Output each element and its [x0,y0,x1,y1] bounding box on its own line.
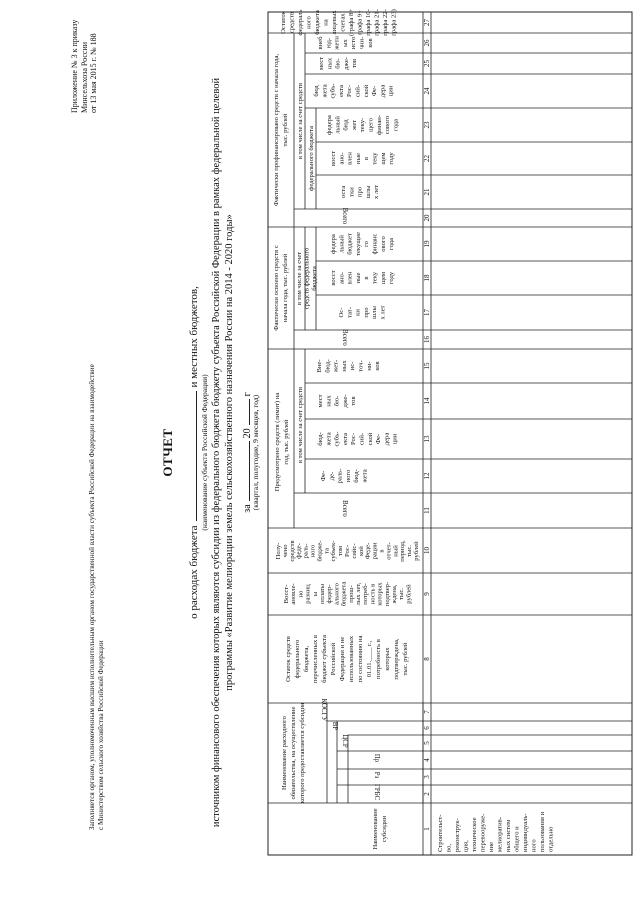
col-restored-header: оплаты [319,583,326,605]
sub-regional-header: дера [383,432,391,446]
column-number: 3 [423,775,431,779]
col-balance-header: федерального [294,639,301,679]
sub-federal-header: Фе- [320,470,327,482]
sub-regional2-header: субъ- [329,83,337,99]
col-balance-header: использованных [348,635,355,683]
sub-balance-prev2-header: х лет [373,184,381,200]
sub-regional-header: бюд- [317,432,324,446]
col-balance-header: Федерации и не [339,636,346,682]
sub-balance-prev2-header: шлы [364,185,372,199]
code-header: ЦСР [341,734,348,748]
col-received-header: кой [357,546,365,556]
sub-regional2-header: ской [362,84,370,98]
col-restored-header: разниц [304,584,312,604]
col-received-header: феде- [295,543,303,559]
financed-group-header: Фактически профинансировано средств с начала года, [273,53,280,207]
total-header: Всего [341,500,348,517]
col-received-header: сийс- [350,543,358,559]
column-number: 27 [423,19,431,26]
col-expense-name-header: которого предоставляется субсидия [299,702,306,804]
column-number: 8 [423,657,431,661]
row-subsidy-name: ных систем [505,819,512,852]
col-received-header: рации [371,542,379,560]
row-subsidy-name: техническое [471,817,478,852]
sub-extra2-header: чни- [358,36,366,50]
col-subsidy-name-header: Наименование [372,808,379,850]
sub-regional2-header: Фе- [371,85,379,97]
col-received-header: тыс. [406,545,414,557]
row-subsidy-name: мелиоратив- [496,817,504,852]
col-subsidy-name-header: субсидии [381,815,388,843]
sub-extra2-header: юд- [325,37,333,49]
sub-regional2-header: ции [387,85,395,97]
col-restored-header: бюджета [340,581,348,607]
sub-restored-header: ные [354,272,362,284]
col-balance-header: по состоянию на [357,635,364,683]
col-restored-header: потреб- [362,583,370,605]
sub-current-header: льный [338,235,346,253]
col27-header: лицевых [331,10,338,35]
report-line3: источником финансового обеспечения которых являются субсидии из федерального бюджета бюджету субъекта Российской Федерации в рамках федеральной целевой [211,77,222,828]
sub-regional-header: Рос- [350,432,358,446]
sub-current2-header: сового [384,115,392,135]
sub-extrabudget-header: бюд- [324,359,332,373]
sub-local2-header: ных [326,57,334,70]
sub-restored2-header: восст [330,150,337,167]
col-received-header: Феде- [364,542,372,560]
sub-federal-header: де- [328,471,336,481]
sub-restored-header: восст [330,270,337,286]
sub-restored2-header: влен [346,152,354,165]
sub-regional-header: субъ- [333,431,341,447]
sub-current2-header: щего [367,118,375,132]
row-subsidy-name: ние [488,842,495,852]
sub-extra2-header: ков [366,38,374,48]
col-received-header: отчет- [385,542,393,560]
col-balance-header: тыс. рублей [402,642,409,676]
sub-current2-header: льный [334,116,342,134]
col27-header: графа 10- [365,9,372,36]
sub-regional-header: сий- [358,432,366,446]
sub-local-header: ных [325,395,333,407]
sub-current2-header: бюд [342,119,350,131]
col-expense-name-header: обязательства, на осуществление [290,706,297,800]
sub-restored-header: ано- [338,272,346,284]
row-subsidy-name: индивидуаль- [522,813,529,852]
sub-balance-prev-header: про [362,307,370,318]
column-number: 18 [423,274,431,282]
sub-local2-header: дже- [342,57,350,70]
code-header: ВР [331,721,338,731]
column-number: 5 [423,741,431,745]
sub-balance-prev2-header: тки [348,187,356,197]
sub-current-header: бюджет [346,233,354,255]
column-number: 12 [423,472,431,480]
sub-restored-header: щем [379,271,387,285]
column-number: 22 [423,155,431,162]
column-number: 23 [423,121,431,129]
sub-balance-prev-header: ки [354,309,362,316]
column-number: 16 [423,336,431,343]
col-received-header: Рос- [344,544,351,558]
col27-header: графа 9+ [356,10,364,35]
row-subsidy-name: реконструк- [454,818,461,852]
sub-extra2-header: исто [350,36,358,50]
header-note-line: Приложение № 3 к приказу [70,19,79,113]
col-received-header: субъек- [330,540,338,562]
incl-by-header: в том числе за счет средств [297,82,304,160]
sub-balance-prev2-header: про [356,186,364,198]
col27-header: бюджета [314,10,321,35]
column-number: 21 [423,188,431,196]
col-restored-header: Восст- [283,584,290,604]
column-number: 24 [423,87,431,95]
period-line: за20г [239,0,253,905]
col-received-header: период, [399,540,407,562]
column-number: 6 [423,726,431,730]
sub-current2-header: теку- [359,117,367,133]
sub-regional-header: жета [325,432,333,446]
col27-header: (графа 8+ [348,9,355,36]
sub-regional2-header: жета [321,84,329,98]
spent-group-header: Фактически освоено средств с [273,245,280,331]
col-restored-header: ы [311,591,319,597]
filler-line: с Министерством сельского хозяйства Российской Федерации [97,640,105,830]
col-balance-header: Остаток средств [285,636,292,682]
sub-balance-prev-header: Ос- [338,307,345,318]
federal-budget-header: федерального бюджета [308,126,315,191]
sub-restored2-header: ные [354,153,362,164]
report-line2: о расходах бюджетаи местных бюджетов, [185,0,200,905]
sub-local-header: дже- [341,394,349,408]
sub-regional2-header: сий- [354,84,362,98]
col-restored-header: федер- [326,584,334,604]
col-restored-header: которых [376,582,384,606]
col-restored-header: лых лет, [355,582,362,606]
filler-line: Заполняется органом, уполномоченным высшим исполнительным органом государственной власти субъекта Российской Федерации на взаимодействие [88,364,96,830]
col-balance-header: которых [384,647,391,671]
code-header: КОСГУ [320,698,327,722]
sub-current-header: года [388,238,396,250]
sub-local2-header: тов [351,58,359,69]
sub-local2-header: мест [318,56,325,71]
col-received-header: в [378,549,386,553]
sub-current-header: финанс [371,233,379,255]
sub-federal-header: ного [344,469,352,483]
sub-extrabudget-header: точ- [357,360,365,372]
sub-extrabudget-header: Вне- [316,359,323,373]
sub-balance-prev-header: х лет [379,305,387,320]
col27-header: ного [305,16,313,29]
column-number: 13 [423,435,431,443]
column-number: 7 [423,710,431,714]
sub-regional2-header: екта [337,85,345,97]
row-subsidy-name: во, [445,843,453,852]
header-note-line: от 13 мая 2015 г. № 188 [89,33,98,113]
col-received-header: ного [309,544,317,558]
sub-regional2-header: Рос- [346,84,354,98]
planned-group-header: Предусмотрено средств (лимит) на [274,392,281,492]
code-header: ГРБС [373,783,380,801]
header-note-line: Минсельхоза России [79,41,89,113]
sub-local-header: бю- [333,395,341,407]
sub-restored2-header: щем [379,152,387,165]
sub-current2-header: года [392,119,400,131]
column-number: 1 [423,827,431,831]
column-number: 9 [423,592,431,596]
col-restored-header: прош- [347,585,355,603]
col-received-header: рублей [413,541,420,561]
sub-extrabudget-header: жет- [332,359,340,373]
incl-federal-header: средств федерального [303,247,311,310]
col-expense-name-header: Наименование расходного [281,716,288,790]
col-restored-header: ального [333,583,341,605]
row-subsidy-name: отдельно [547,826,555,852]
sub-extrabudget-header: ков [374,361,382,371]
financed-group-header: тыс. рублей [282,113,289,147]
column-number: 19 [423,240,431,248]
incl-federal-header: бюджета [311,266,318,291]
sub-local-header: тов [350,396,358,406]
col-restored-header: подтвер- [383,581,391,607]
total-header: Всего [341,207,348,225]
spent-group-header: начала года, тыс. рублей [282,253,289,323]
column-number: 2 [423,792,431,796]
sub-current-header: го [363,241,371,247]
sub-regional-header: ской [366,432,374,446]
col-balance-header: подтверждена, [393,638,400,680]
col-balance-header: перечисленных в [312,634,319,684]
col-received-header: Полу- [275,542,282,560]
row-subsidy-name: пользования и [539,811,546,852]
column-number: 4 [423,758,431,762]
report-line4: программы «Развитие мелиорации земель сельскохозяйственного назначения России на 2014 - 2020 годы» [224,214,235,691]
col27-header: средств [288,11,296,34]
sub-restored-header: году [388,271,396,285]
sub-restored-header: влен [346,271,354,285]
col-balance-header: 01.01.____ г., [366,640,373,678]
row-subsidy-name: ция, [462,840,470,852]
col-restored-header: ждена, [391,584,398,604]
sub-local-header: мест [317,394,324,408]
col-received-header: бюдже- [316,540,324,562]
sub-balance-prev2-header: оста [340,185,347,199]
column-number: 15 [423,362,431,370]
col-received-header: ный [392,545,400,557]
column-number: 11 [423,507,431,514]
incl-federal-header: в том числе за счет [296,251,303,306]
col-received-header: чено [281,544,289,558]
col-balance-header: потребность в [375,639,382,679]
col-received-header: средств [288,540,296,562]
sub-regional-header: ции [391,433,399,445]
sub-regional-header: екта [341,433,349,445]
col27-header: графа 22- [382,9,389,36]
sub-balance-prev-header: шлы [371,306,379,319]
col27-header: графа 23) [390,9,398,36]
sub-extrabudget-header: ных [340,360,348,372]
code-header: Пр [373,753,380,763]
col-received-header: раль- [302,543,310,559]
col-received-header: та [323,548,331,554]
row-subsidy-name: перевооруже- [479,813,487,852]
sub-extra2-header: внеб [317,36,324,50]
col-restored-header: тыс. [398,588,406,600]
sub-federal-header: бюд- [353,469,361,483]
sub-regional2-header: дера [379,84,387,98]
sub-restored-header: теку [371,271,379,285]
sub-restored2-header: году [388,152,396,165]
sub-extra2-header: ых [341,39,349,47]
column-number: 10 [423,547,431,554]
row-subsidy-name: общего и [513,826,521,852]
sub-balance-prev-header: тат- [346,307,354,318]
code-header: Рз [373,771,380,779]
col27-header: на [322,19,330,26]
sub-current-header: ового [379,236,387,252]
col27-header: федераль [297,9,304,36]
col-restored-header: рублей [405,584,413,604]
column-number: 17 [423,309,431,316]
sub-extrabudget-header: ни- [365,361,373,371]
period-caption: (квартал, полугодие, 9 месяцев, год) [251,394,260,511]
col27-header: Остаток [280,11,287,34]
col27-header: счетах [339,13,347,32]
row-subsidy-name: ного [530,839,538,852]
column-number: 20 [423,214,431,222]
col-balance-header: бюджет субъекта [321,635,328,683]
sub-federal-header: раль- [336,468,344,484]
sub-extra2-header: жетн [333,36,341,50]
sub-extrabudget-header: ис- [349,361,357,371]
report-title: ОТЧЕТ [160,428,175,477]
column-number: 14 [423,397,431,405]
sub-regional2-header: бюд [313,85,320,97]
col-balance-header: Российской [330,642,337,676]
col27-header: графа 21- [373,9,381,36]
sub-restored-header: в [363,276,371,280]
col-received-header: том [337,545,345,557]
col-balance-header: бюджета, [303,645,310,673]
planned-group-header: год, тыс. рублей [283,419,290,465]
sub-local2-header: бю- [334,58,342,69]
row-subsidy-name: Строительст- [437,814,444,852]
sub-regional-header: Фе- [375,433,383,445]
incl-by-header: в том числе за счет средств [297,386,304,464]
column-number: 26 [423,39,431,47]
sub-current-header: федера [330,234,337,254]
col-restored-header: ановле- [290,583,298,605]
sub-restored2-header: теку [371,152,379,165]
sub-federal-header: жета [361,469,369,483]
sub-current2-header: финан- [375,115,383,135]
col-restored-header: но [297,590,305,598]
sub-current2-header: федера [326,115,333,135]
sub-restored2-header: в [363,156,371,161]
sub-current2-header: жет [350,119,358,131]
total-header: Всего [341,329,348,346]
column-number: 25 [423,60,431,67]
col-restored-header: ность в [369,583,377,605]
region-caption: (наименование субъекта Российской Федерации) [200,374,209,531]
sub-restored2-header: ано- [338,152,346,165]
sub-current-header: текущие [354,232,362,256]
